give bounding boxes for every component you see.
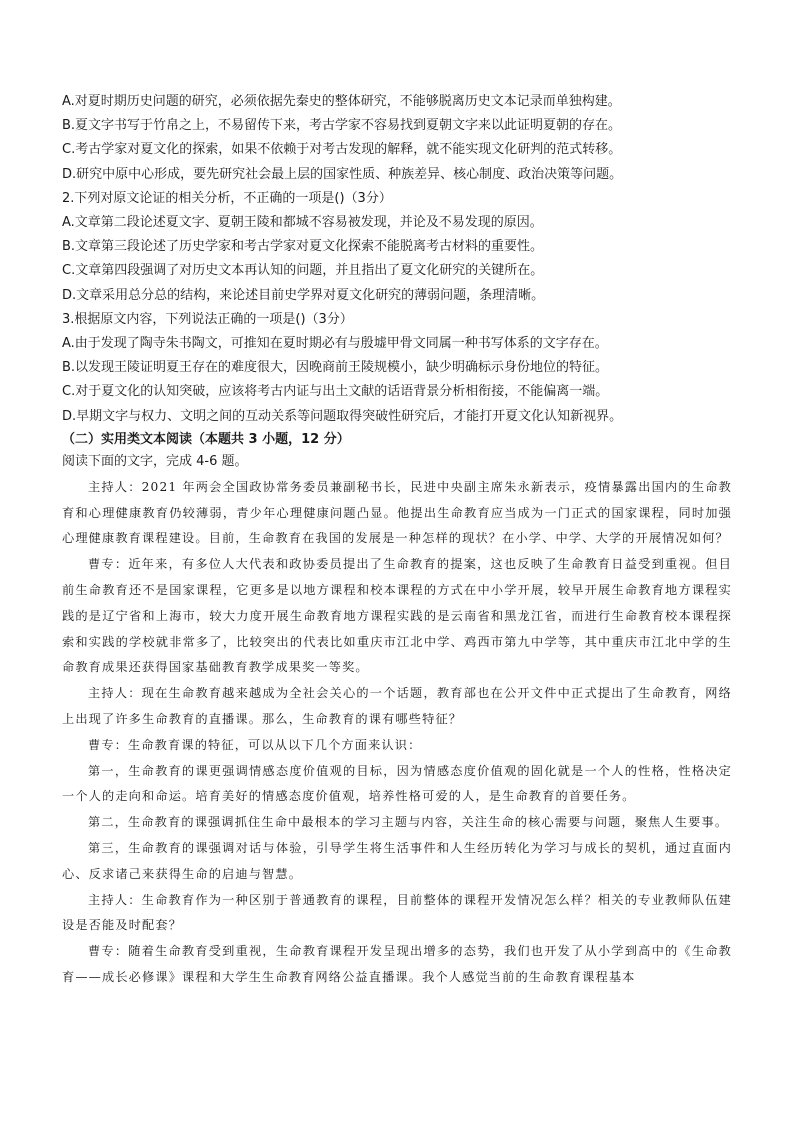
option-line: C.对于夏文化的认知突破，应该将考古内证与出土文献的话语背景分析相衔接，不能偏离一端。 <box>62 384 609 400</box>
dialogue-text <box>62 475 732 991</box>
option-line: A.由于发现了陶寺朱书陶文，可推知在夏时期必有与殷墟甲骨文同属一种书写体系的文字存在。 <box>62 336 608 352</box>
option-line: D.研究中原中心形成，要先研究社会最上层的国家性质、种族差异、核心制度、政治决策等问题。 <box>62 166 623 182</box>
section-instruction: 阅读下面的文字，完成 4-6 题。 <box>62 453 248 469</box>
document-page <box>62 90 732 991</box>
option-line: B.文章第三段论述了历史学家和考古学家对夏文化探索不能脱离考古材料的重要性。 <box>62 239 544 255</box>
option-line: D.文章采用总分总的结构，来论述目前史学界对夏文化研究的薄弱问题，条理清晰。 <box>62 287 545 303</box>
question-stem: 3.根据原文内容，下列说法正确的一项是()（3分） <box>62 311 353 327</box>
dialogue-paragraph: 主持人：生命教育作为一种区别于普通教育的课程，目前整体的课程开发情况怎么样？相关的专业教师队伍建设是否能及时配套？ <box>62 892 732 933</box>
section-heading: （二）实用类文本阅读（本题共 3 小题，12 分） <box>62 431 350 447</box>
dialogue-paragraph: 曹专：生命教育课的特征，可以从以下几个方面来认识： <box>88 737 422 752</box>
dialogue-paragraph: 主持人：2021 年两会全国政协常务委员兼副秘书长，民进中央副主席朱永新表示，疫情暴露出国内的生命教育和心理健康教育仍较薄弱，青少年心理健康问题凸显。他提出生命教育应当成为一门正式的国家课程，同时加强心理健康教育课程建设。目前，生命教育在我国的发展是一种怎样的现状？在小学、中学、大学的开展情况如何？ <box>62 479 732 546</box>
option-line: B.夏文字书写于竹帛之上，不易留传下来，考古学家不容易找到夏朝文字来以此证明夏朝的存在。 <box>62 118 622 134</box>
dialogue-paragraph: 第二，生命教育的课强调抓住生命中最根本的学习主题与内容，关注生命的核心需要与问题，聚焦人生要事。 <box>88 815 729 830</box>
dialogue-paragraph: 第一，生命教育的课更强调情感态度价值观的目标，因为情感态度价值观的固化就是一个人的性格，性格决定一个人的走向和命运。培育美好的情感态度价值观，培养性格可爱的人，是生命教育的首要任务。 <box>62 763 732 804</box>
option-line: D.早期文字与权力、文明之间的互动关系等问题取得突破性研究后，才能打开夏文化认知新视界。 <box>62 408 623 424</box>
dialogue-paragraph: 第三，生命教育的课强调对话与体验，引导学生将生活事件和人生经历转化为学习与成长的契机，通过直面内心、反求诸己来获得生命的启迪与智慧。 <box>62 841 732 881</box>
dialogue-paragraph: 曹专：随着生命教育受到重视，生命教育课程开发呈现出增多的态势，我们也开发了从小学到高中的《生命教育——成长必修课》课程和大学生生命教育网络公益直播课。我个人感觉当前的生命教育课程基本 <box>62 944 732 984</box>
option-line: A.文章第二段论述夏文字、夏朝王陵和都城不容易被发现，并论及不易发现的原因。 <box>62 215 543 231</box>
option-line: C.考古学家对夏文化的探索，如果不依赖于对考古发现的解释，就不能实现文化研判的范式转移。 <box>62 142 622 158</box>
option-line: B.以发现王陵证明夏王存在的难度很大，因晚商前王陵规模小，缺少明确标示身份地位的特征。 <box>62 360 609 376</box>
dialogue-paragraph: 主持人：现在生命教育越来越成为全社会关心的一个话题，教育部也在公开文件中正式提出了生命教育，网络上出现了许多生命教育的直播课。那么，生命教育的课有哪些特征？ <box>62 686 732 727</box>
dialogue-paragraph: 曹专：近年来，有多位人大代表和政协委员提出了生命教育的提案，这也反映了生命教育日益受到重视。但目前生命教育还不是国家课程，它更多是以地方课程和校本课程的方式在中小学开展，较早开展生命教育地方课程实践的是辽宁省和上海市，较大力度开展生命教育地方课程实践的是云南省和黑龙江省，而进行生命教育校本课程探索和实践的学校就非常多了，比较突出的代表比如重庆市江北中学、鸡西市第九中学等，其中重庆市江北中学的生命教育成果还获得国家基础教育教学成果奖一等奖。 <box>62 557 732 675</box>
question-options-block <box>62 90 732 429</box>
question-stem: 2.下列对原文论证的相关分析，不正确的一项是()（3分） <box>62 190 392 206</box>
option-line: C.文章第四段强调了对历史文本再认知的问题，并且指出了夏文化研究的关键所在。 <box>62 263 544 279</box>
option-line: A.对夏时期历史问题的研究，必须依据先秦史的整体研究，不能够脱离历史文本记录而单独构建。 <box>62 94 621 109</box>
